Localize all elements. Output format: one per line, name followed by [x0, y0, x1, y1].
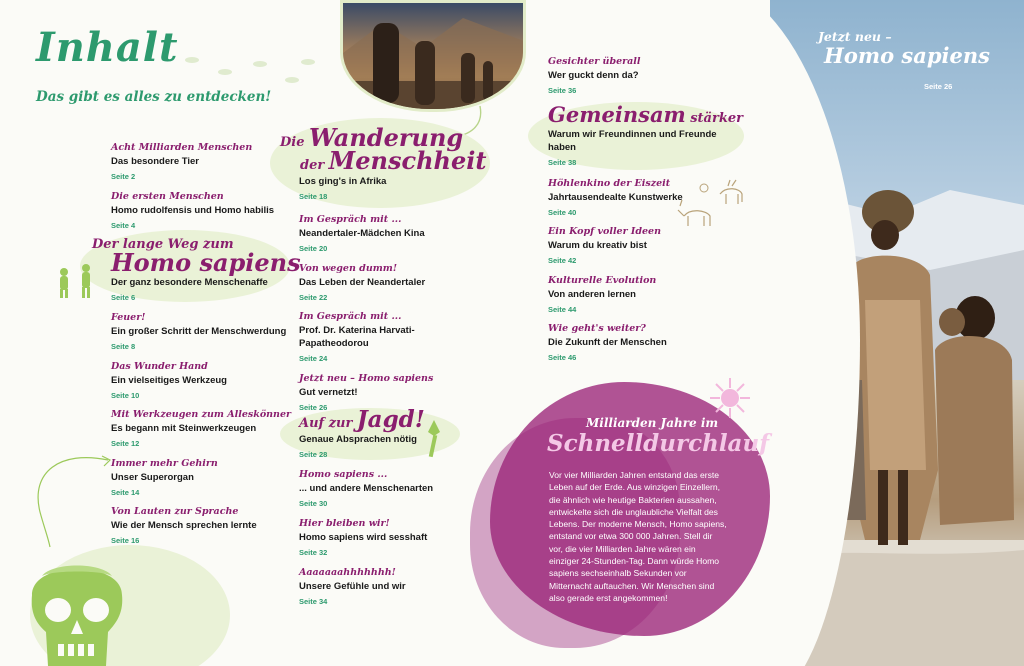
entry-kicker: Kulturelle Evolution: [548, 275, 657, 286]
entry-desc: Prof. Dr. Katerina Harvati-Papatheodorou: [299, 325, 415, 349]
toc-entry[interactable]: [548, 323, 748, 362]
entry-kicker: Von Lauten zur Sprache: [111, 506, 239, 517]
footprints-icon: [180, 50, 320, 100]
entry-kicker: Aaaaaaahhhhhhh!: [299, 567, 396, 578]
toc-entry[interactable]: [111, 361, 311, 400]
entry-page: Seite 26: [299, 403, 328, 412]
toc-entry[interactable]: [111, 458, 311, 497]
entry-kicker: Im Gespräch mit ...: [299, 311, 402, 322]
toc-entry-featured[interactable]: [299, 408, 499, 459]
entry-page: Seite 10: [111, 391, 140, 400]
toc-entry[interactable]: [299, 214, 499, 253]
entry-kicker-small: Der lange Weg zum: [92, 237, 234, 252]
entry-page: Seite 36: [548, 86, 577, 95]
entry-desc: Ein vielseitiges Werkzeug: [111, 375, 227, 386]
entry-desc: Unser Superorgan: [111, 472, 194, 483]
entry-desc: Die Zukunft der Menschen: [548, 337, 667, 348]
entry-kicker: Wie geht's weiter?: [548, 323, 646, 334]
feature-body: Vor vier Milliarden Jahren entstand das erste Leben auf der Erde. Aus winzigen Einzellern, die ähnlich wie heutige Bakterien aussahen, entwickelte sich die unglaubliche Vielfalt des Lebens. Der moderne Mensch, Homo sapiens, entstand vor etwa 300 000 Jahren. Stell dir vor, die vier Milliarden Jahre wären ein einziger 24-Stunden-Tag. Dann würde Homo sapiens sechseinhalb Sekunden vor Mitternacht auftauchen. Wir Menschen sind also gerade erst angekommen!: [549, 470, 727, 603]
entry-page: Seite 46: [548, 353, 577, 362]
spear-icon: [420, 418, 444, 458]
toc-entry[interactable]: [299, 311, 459, 363]
entry-kicker: Immer mehr Gehirn: [111, 458, 218, 469]
entry-desc: Wer guckt denn da?: [548, 70, 639, 81]
toc-entry-featured[interactable]: [92, 238, 302, 302]
toc-entry[interactable]: [111, 312, 311, 351]
photo-title: Homo sapiens: [824, 43, 990, 68]
toc-entry[interactable]: [111, 409, 311, 448]
entry-kicker-small: Auf zur: [299, 416, 353, 431]
entry-page: Seite 44: [548, 305, 577, 314]
trek-photo: [340, 0, 526, 112]
feature-title: Schnelldurchlauf: [547, 430, 770, 457]
skull-icon: [22, 540, 132, 666]
entry-desc: Homo sapiens wird sesshaft: [299, 532, 428, 543]
entry-desc: Warum wir Freundinnen und Freunde haben: [548, 129, 717, 153]
connector-line: [20, 452, 120, 552]
toc-entry-featured[interactable]: [548, 102, 743, 167]
entry-page: Seite 24: [299, 354, 328, 363]
entry-page: Seite 38: [548, 158, 577, 167]
entry-kicker-small: der: [300, 158, 325, 173]
virus-icon: [706, 374, 754, 422]
entry-page: Seite 12: [111, 439, 140, 448]
entry-page: Seite 28: [299, 450, 328, 459]
entry-page: Seite 16: [111, 536, 140, 545]
entry-kicker: Im Gespräch mit ...: [299, 214, 402, 225]
entry-desc: Neandertaler-Mädchen Kina: [299, 228, 425, 239]
toc-entry[interactable]: [299, 518, 499, 557]
photo-kicker: Jetzt neu –: [818, 29, 892, 44]
entry-kicker: Von wegen dumm!: [299, 263, 397, 274]
entry-kicker: Homo sapiens ...: [299, 469, 388, 480]
entry-kicker: Die ersten Menschen: [111, 191, 224, 202]
entry-page: Seite 42: [548, 256, 577, 265]
entry-page: Seite 30: [299, 499, 328, 508]
toc-entry[interactable]: [111, 506, 311, 545]
toc-entry[interactable]: [548, 226, 748, 265]
entry-desc: Unsere Gefühle und wir: [299, 581, 406, 592]
entry-kicker: Hier bleiben wir!: [299, 518, 390, 529]
entry-kicker-big: Jagd!: [356, 406, 425, 433]
photo-page-ref: Seite 26: [924, 82, 953, 91]
cave-art-icon: [670, 176, 750, 232]
toc-entry[interactable]: [299, 263, 499, 302]
page-subtitle: Das gibt es alles zu entdecken!: [36, 89, 272, 105]
toc-entry[interactable]: [548, 56, 748, 95]
entry-kicker-big: Wanderung: [308, 123, 464, 152]
entry-desc: Homo rudolfensis und Homo habilis: [111, 205, 275, 216]
entry-page: Seite 40: [548, 208, 577, 217]
entry-desc: Das besondere Tier: [111, 156, 200, 167]
entry-kicker: Höhlenkino der Eiszeit: [548, 178, 671, 189]
entry-desc: Jahrtausendealte Kunstwerke: [548, 192, 683, 203]
entry-page: Seite 8: [111, 342, 136, 351]
entry-desc: Ein großer Schritt der Menschwerdung: [111, 326, 287, 337]
entry-desc: Warum du kreativ bist: [548, 240, 647, 251]
toc-entry[interactable]: [548, 275, 748, 314]
entry-kicker: Gesichter überall: [548, 56, 641, 67]
entry-page: Seite 18: [299, 192, 328, 201]
entry-desc: Los ging's in Afrika: [299, 176, 387, 187]
toc-entry-featured[interactable]: [280, 123, 490, 201]
entry-kicker: Feuer!: [111, 312, 146, 323]
entry-kicker: Jetzt neu – Homo sapiens: [299, 373, 434, 384]
entry-page: Seite 32: [299, 548, 328, 557]
entry-desc: Es begann mit Steinwerkzeugen: [111, 423, 257, 434]
entry-kicker: Mit Werkzeugen zum Alleskönner: [111, 409, 292, 420]
toc-entry[interactable]: [299, 567, 499, 606]
trek-illustration: [343, 3, 526, 112]
page-title: Inhalt: [36, 24, 179, 71]
entry-kicker-big: Gemeinsam: [548, 102, 686, 127]
entry-desc: ... und andere Menschenarten: [299, 483, 434, 494]
entry-kicker-small: Die: [280, 135, 305, 150]
entry-desc: Von anderen lernen: [548, 289, 636, 300]
entry-kicker-small: stärker: [690, 111, 743, 126]
entry-kicker: Acht Milliarden Menschen: [111, 142, 253, 153]
entry-kicker: Ein Kopf voller Ideen: [548, 226, 661, 237]
entry-page: Seite 6: [111, 293, 136, 302]
entry-page: Seite 20: [299, 244, 328, 253]
entry-desc: Gut vernetzt!: [299, 387, 358, 398]
entry-page: Seite 14: [111, 488, 140, 497]
entry-desc: Wie der Mensch sprechen lernte: [111, 520, 257, 531]
entry-kicker-big: Homo sapiens: [111, 248, 301, 277]
entry-page: Seite 2: [111, 172, 136, 181]
entry-page: Seite 22: [299, 293, 328, 302]
entry-desc: Das Leben der Neandertaler: [299, 277, 426, 288]
entry-page: Seite 4: [111, 221, 136, 230]
entry-desc: Der ganz besondere Menschenaffe: [111, 277, 268, 288]
entry-kicker-big: Menschheit: [328, 146, 487, 175]
toc-entry[interactable]: [299, 469, 499, 508]
entry-desc: Genaue Absprachen nötig: [299, 434, 417, 445]
feature-kicker: Milliarden Jahre im: [586, 416, 719, 430]
entry-page: Seite 34: [299, 597, 328, 606]
entry-kicker: Das Wunder Hand: [111, 361, 208, 372]
